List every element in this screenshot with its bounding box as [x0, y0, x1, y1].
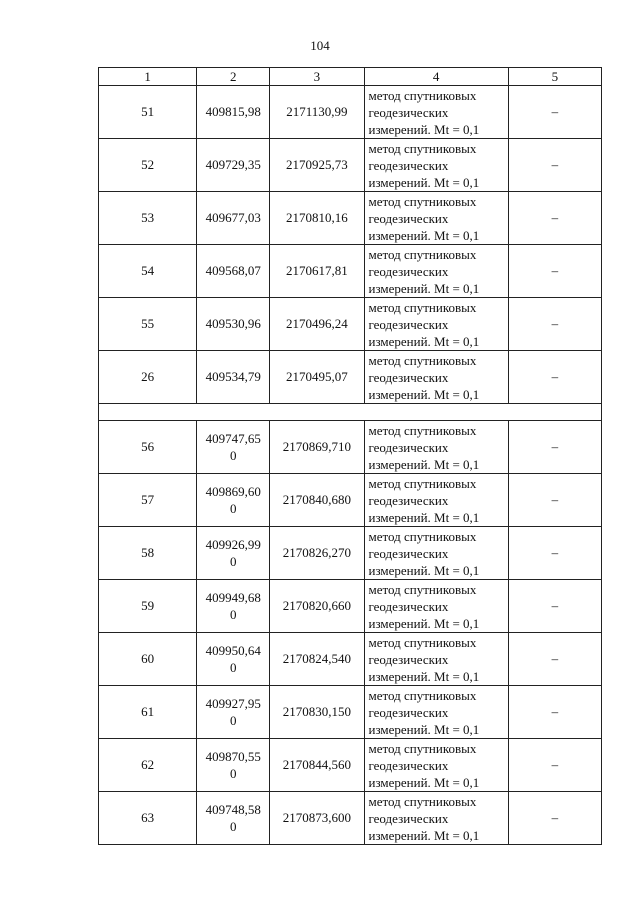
- note-cell: [508, 686, 601, 739]
- dash-mark: –: [551, 263, 559, 278]
- table-body-second-group: [99, 421, 602, 845]
- dash-mark: –: [551, 439, 559, 454]
- dash-mark: –: [551, 369, 559, 384]
- point-number: 26: [99, 351, 197, 404]
- table-row: [99, 633, 602, 686]
- method-line: измерений. Mt = 0,1: [368, 509, 480, 525]
- method-line: измерений. Mt = 0,1: [368, 721, 480, 737]
- point-number: 54: [99, 245, 197, 298]
- table-header-row: [99, 68, 602, 86]
- method-line: метод спутниковых: [368, 422, 477, 438]
- method-line: метод спутниковых: [368, 299, 477, 315]
- coord-x-line1: 409869,60: [205, 484, 261, 499]
- method-line: геодезических: [368, 369, 449, 385]
- dash-mark: –: [551, 704, 559, 719]
- coord-x-line1: 409927,95: [205, 696, 261, 711]
- coord-x-line1: 409949,68: [205, 590, 261, 605]
- note-cell: [508, 192, 601, 245]
- separator-row: [99, 404, 602, 421]
- coord-y: 2171130,99: [270, 86, 364, 139]
- table-row: [99, 527, 602, 580]
- coord-x-line1: 409870,55: [205, 749, 261, 764]
- coord-x-line1: 409748,58: [205, 802, 261, 817]
- note-cell: [508, 633, 601, 686]
- table-row: [99, 86, 602, 139]
- coord-x: [197, 580, 270, 633]
- table-row: [99, 474, 602, 527]
- coord-y: 2170810,16: [270, 192, 364, 245]
- method-line: измерений. Mt = 0,1: [368, 668, 480, 684]
- coord-x-line1: 409926,99: [205, 537, 261, 552]
- coord-x: [197, 739, 270, 792]
- coord-y: 2170873,600: [270, 792, 364, 845]
- method-line: измерений. Mt = 0,1: [368, 615, 480, 631]
- coord-x: [197, 421, 270, 474]
- table-row: [99, 792, 602, 845]
- coord-y: 2170830,150: [270, 686, 364, 739]
- method-line: измерений. Mt = 0,1: [368, 227, 480, 243]
- coord-y: 2170844,560: [270, 739, 364, 792]
- method-cell: [364, 739, 508, 792]
- coord-x: 409530,96: [197, 298, 270, 351]
- method-line: метод спутниковых: [368, 87, 477, 103]
- note-cell: [508, 474, 601, 527]
- table-row: [99, 351, 602, 404]
- method-cell: [364, 298, 508, 351]
- method-line: метод спутниковых: [368, 793, 477, 809]
- coord-y: 2170826,270: [270, 527, 364, 580]
- method-line: измерений. Mt = 0,1: [368, 174, 480, 190]
- dash-mark: –: [551, 316, 559, 331]
- coordinates-table: [98, 67, 602, 845]
- note-cell: [508, 351, 601, 404]
- table-row: [99, 739, 602, 792]
- coord-x: 409729,35: [197, 139, 270, 192]
- method-line: измерений. Mt = 0,1: [368, 827, 480, 843]
- note-cell: [508, 421, 601, 474]
- point-number: 59: [99, 580, 197, 633]
- column-header: 4: [364, 68, 508, 86]
- coord-x-line2: 0: [230, 607, 237, 622]
- method-line: измерений. Mt = 0,1: [368, 121, 480, 137]
- dash-mark: –: [551, 810, 559, 825]
- table-body-first-group: [99, 86, 602, 404]
- column-header: 3: [270, 68, 364, 86]
- method-cell: [364, 527, 508, 580]
- table-row: [99, 421, 602, 474]
- point-number: 55: [99, 298, 197, 351]
- coord-x-line1: 409747,65: [205, 431, 261, 446]
- dash-mark: –: [551, 545, 559, 560]
- coord-x-line2: 0: [230, 713, 237, 728]
- table-row: [99, 192, 602, 245]
- coord-x-line2: 0: [230, 448, 237, 463]
- method-cell: [364, 792, 508, 845]
- table-row: [99, 245, 602, 298]
- method-line: метод спутниковых: [368, 352, 477, 368]
- coord-x: [197, 633, 270, 686]
- method-cell: [364, 192, 508, 245]
- coord-y: 2170840,680: [270, 474, 364, 527]
- method-cell: [364, 351, 508, 404]
- coord-x-line2: 0: [230, 554, 237, 569]
- method-line: геодезических: [368, 210, 449, 226]
- coord-x: 409677,03: [197, 192, 270, 245]
- coord-x-line2: 0: [230, 766, 237, 781]
- page-number: 104: [310, 38, 330, 53]
- method-line: измерений. Mt = 0,1: [368, 562, 480, 578]
- table-row: [99, 298, 602, 351]
- dash-mark: –: [551, 598, 559, 613]
- point-number: 57: [99, 474, 197, 527]
- method-cell: [364, 474, 508, 527]
- note-cell: [508, 527, 601, 580]
- method-line: геодезических: [368, 104, 449, 120]
- point-number: 63: [99, 792, 197, 845]
- coord-y: 2170869,710: [270, 421, 364, 474]
- coord-x: [197, 686, 270, 739]
- coord-y: 2170495,07: [270, 351, 364, 404]
- method-line: геодезических: [368, 263, 449, 279]
- coord-y: 2170824,540: [270, 633, 364, 686]
- method-line: геодезических: [368, 492, 449, 508]
- column-header: 5: [508, 68, 601, 86]
- method-line: метод спутниковых: [368, 581, 477, 597]
- coord-x: [197, 527, 270, 580]
- coord-y: 2170496,24: [270, 298, 364, 351]
- method-line: геодезических: [368, 598, 449, 614]
- note-cell: [508, 298, 601, 351]
- method-line: метод спутниковых: [368, 634, 477, 650]
- coord-y: 2170925,73: [270, 139, 364, 192]
- dash-mark: –: [551, 104, 559, 119]
- separator-cell: [99, 404, 602, 421]
- method-line: геодезических: [368, 439, 449, 455]
- note-cell: [508, 580, 601, 633]
- dash-mark: –: [551, 651, 559, 666]
- method-line: метод спутниковых: [368, 475, 477, 491]
- method-cell: [364, 86, 508, 139]
- method-line: метод спутниковых: [368, 246, 477, 262]
- point-number: 58: [99, 527, 197, 580]
- method-cell: [364, 686, 508, 739]
- note-cell: [508, 792, 601, 845]
- coord-x: [197, 792, 270, 845]
- point-number: 62: [99, 739, 197, 792]
- coord-y: 2170820,660: [270, 580, 364, 633]
- method-line: метод спутниковых: [368, 140, 477, 156]
- method-line: геодезических: [368, 757, 449, 773]
- method-line: измерений. Mt = 0,1: [368, 386, 480, 402]
- method-cell: [364, 421, 508, 474]
- method-cell: [364, 580, 508, 633]
- method-line: геодезических: [368, 651, 449, 667]
- table-row: [99, 580, 602, 633]
- coord-y: 2170617,81: [270, 245, 364, 298]
- method-line: метод спутниковых: [368, 193, 477, 209]
- coord-x: 409534,79: [197, 351, 270, 404]
- coord-x-line1: 409950,64: [205, 643, 261, 658]
- point-number: 51: [99, 86, 197, 139]
- method-line: метод спутниковых: [368, 528, 477, 544]
- method-line: измерений. Mt = 0,1: [368, 280, 480, 296]
- table-row: [99, 686, 602, 739]
- method-line: геодезических: [368, 157, 449, 173]
- method-line: геодезических: [368, 704, 449, 720]
- method-line: геодезических: [368, 810, 449, 826]
- method-line: геодезических: [368, 545, 449, 561]
- table-row: [99, 139, 602, 192]
- method-line: измерений. Mt = 0,1: [368, 774, 480, 790]
- note-cell: [508, 245, 601, 298]
- column-header: 1: [99, 68, 197, 86]
- point-number: 61: [99, 686, 197, 739]
- method-line: метод спутниковых: [368, 740, 477, 756]
- coord-x: 409568,07: [197, 245, 270, 298]
- point-number: 52: [99, 139, 197, 192]
- point-number: 56: [99, 421, 197, 474]
- coord-x-line2: 0: [230, 501, 237, 516]
- method-line: метод спутниковых: [368, 687, 477, 703]
- point-number: 53: [99, 192, 197, 245]
- note-cell: [508, 139, 601, 192]
- method-cell: [364, 245, 508, 298]
- point-number: 60: [99, 633, 197, 686]
- dash-mark: –: [551, 492, 559, 507]
- method-line: геодезических: [368, 316, 449, 332]
- dash-mark: –: [551, 757, 559, 772]
- dash-mark: –: [551, 210, 559, 225]
- note-cell: [508, 86, 601, 139]
- method-line: измерений. Mt = 0,1: [368, 333, 480, 349]
- column-header: 2: [197, 68, 270, 86]
- table-separator: [99, 404, 602, 421]
- note-cell: [508, 739, 601, 792]
- method-cell: [364, 633, 508, 686]
- method-cell: [364, 139, 508, 192]
- dash-mark: –: [551, 157, 559, 172]
- coord-x-line2: 0: [230, 660, 237, 675]
- method-line: измерений. Mt = 0,1: [368, 456, 480, 472]
- coord-x: [197, 474, 270, 527]
- coord-x: 409815,98: [197, 86, 270, 139]
- coord-x-line2: 0: [230, 819, 237, 834]
